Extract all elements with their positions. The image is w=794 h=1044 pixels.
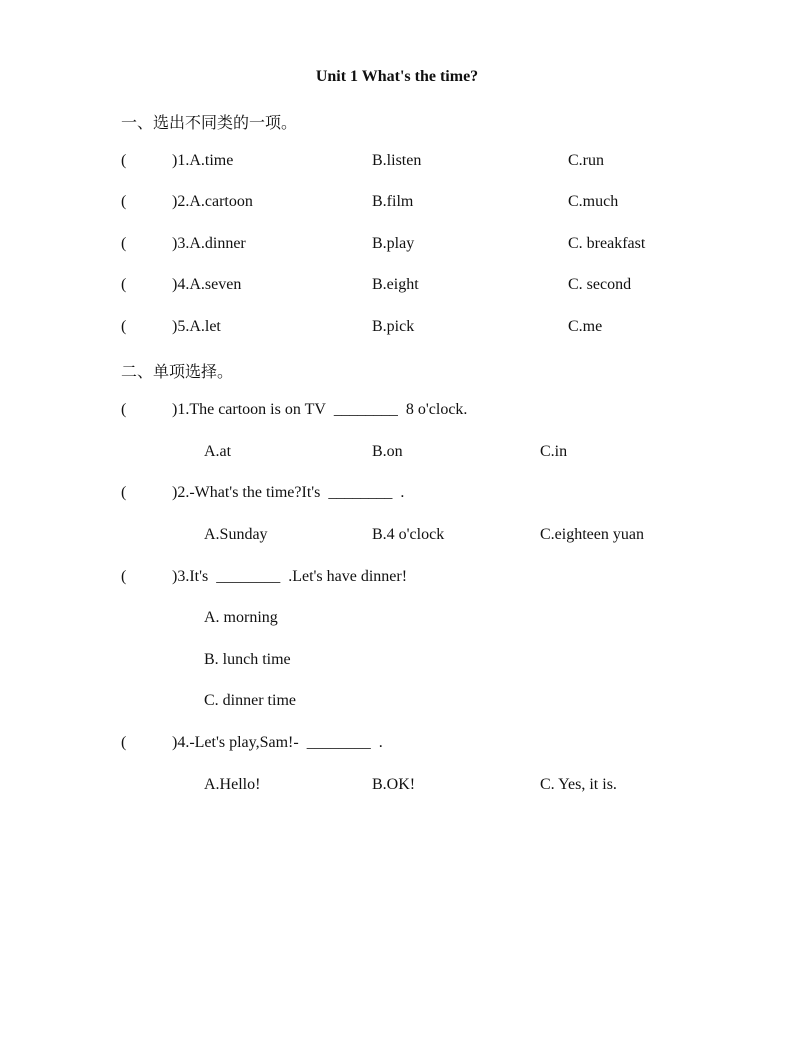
answer-paren: ( xyxy=(121,235,127,252)
question-tail: 8 o'clock. xyxy=(405,401,468,418)
answer-paren: ( xyxy=(121,734,127,751)
option-c: C.in xyxy=(540,443,568,460)
option-c: C.eighteen yuan xyxy=(540,526,644,543)
option-b: B.listen xyxy=(372,152,422,169)
option-a: A. morning xyxy=(204,609,278,626)
s2-question-3 xyxy=(0,568,794,590)
s1-item-1 xyxy=(0,152,794,174)
option-c: C.me xyxy=(568,318,603,335)
answer-blank: ________ xyxy=(333,401,398,418)
page-title: Unit 1 What's the time? xyxy=(315,68,479,85)
option-b: B.on xyxy=(372,443,403,460)
answer-paren: ( xyxy=(121,152,127,169)
option-b: B.eight xyxy=(372,276,419,293)
option-a: )2.A.cartoon xyxy=(172,193,253,210)
option-a: )1.A.time xyxy=(172,152,234,169)
option-a: A.Sunday xyxy=(204,526,268,543)
option-b: B.pick xyxy=(372,318,415,335)
option-b: B.film xyxy=(372,193,414,210)
s1-item-4 xyxy=(0,276,794,298)
option-b: B.OK! xyxy=(372,776,416,793)
s1-item-2 xyxy=(0,193,794,215)
s2-q4-options xyxy=(0,776,794,798)
s2-q2-options xyxy=(0,526,794,548)
answer-blank: ________ xyxy=(328,484,393,501)
option-b: B. lunch time xyxy=(204,651,291,668)
question-stem: )2.-What's the time?It's xyxy=(172,484,321,501)
s2-q3-option-a xyxy=(0,609,794,631)
s2-question-4 xyxy=(0,734,794,756)
question-stem: )4.-Let's play,Sam!- xyxy=(172,734,299,751)
option-c: C. Yes, it is. xyxy=(540,776,617,793)
option-a: A.Hello! xyxy=(204,776,261,793)
s2-question-1 xyxy=(0,401,794,423)
option-b: B.play xyxy=(372,235,415,252)
s2-q3-option-c xyxy=(0,692,794,714)
option-a: )4.A.seven xyxy=(172,276,242,293)
s1-item-5 xyxy=(0,318,794,340)
question-stem: )3.It's xyxy=(172,568,209,585)
answer-paren: ( xyxy=(121,193,127,210)
answer-paren: ( xyxy=(121,484,127,501)
option-c: C.much xyxy=(568,193,619,210)
section2-heading: 二、单项选择。 xyxy=(121,362,234,381)
answer-blank: ________ xyxy=(306,734,371,751)
option-c: C. dinner time xyxy=(204,692,296,709)
answer-paren: ( xyxy=(121,318,127,335)
question-stem: )1.The cartoon is on TV xyxy=(172,401,326,418)
s1-item-3 xyxy=(0,235,794,257)
option-b: B.4 o'clock xyxy=(372,526,445,543)
answer-blank: ________ xyxy=(216,568,281,585)
question-text xyxy=(172,734,383,752)
question-text xyxy=(172,401,467,419)
s2-q3-option-b xyxy=(0,651,794,673)
answer-paren: ( xyxy=(121,401,127,418)
option-a: A.at xyxy=(204,443,232,460)
question-tail: . xyxy=(400,484,405,501)
s2-q1-options xyxy=(0,443,794,465)
question-text xyxy=(172,568,407,586)
question-tail: .Let's have dinner! xyxy=(288,568,408,585)
option-a: )5.A.let xyxy=(172,318,221,335)
option-a: )3.A.dinner xyxy=(172,235,246,252)
answer-paren: ( xyxy=(121,568,127,585)
option-c: C. breakfast xyxy=(568,235,646,252)
question-tail: . xyxy=(378,734,383,751)
option-c: C.run xyxy=(568,152,604,169)
s2-question-2 xyxy=(0,484,794,506)
option-c: C. second xyxy=(568,276,632,293)
question-text xyxy=(172,484,404,502)
section1-heading: 一、选出不同类的一项。 xyxy=(121,113,298,132)
answer-paren: ( xyxy=(121,276,127,293)
